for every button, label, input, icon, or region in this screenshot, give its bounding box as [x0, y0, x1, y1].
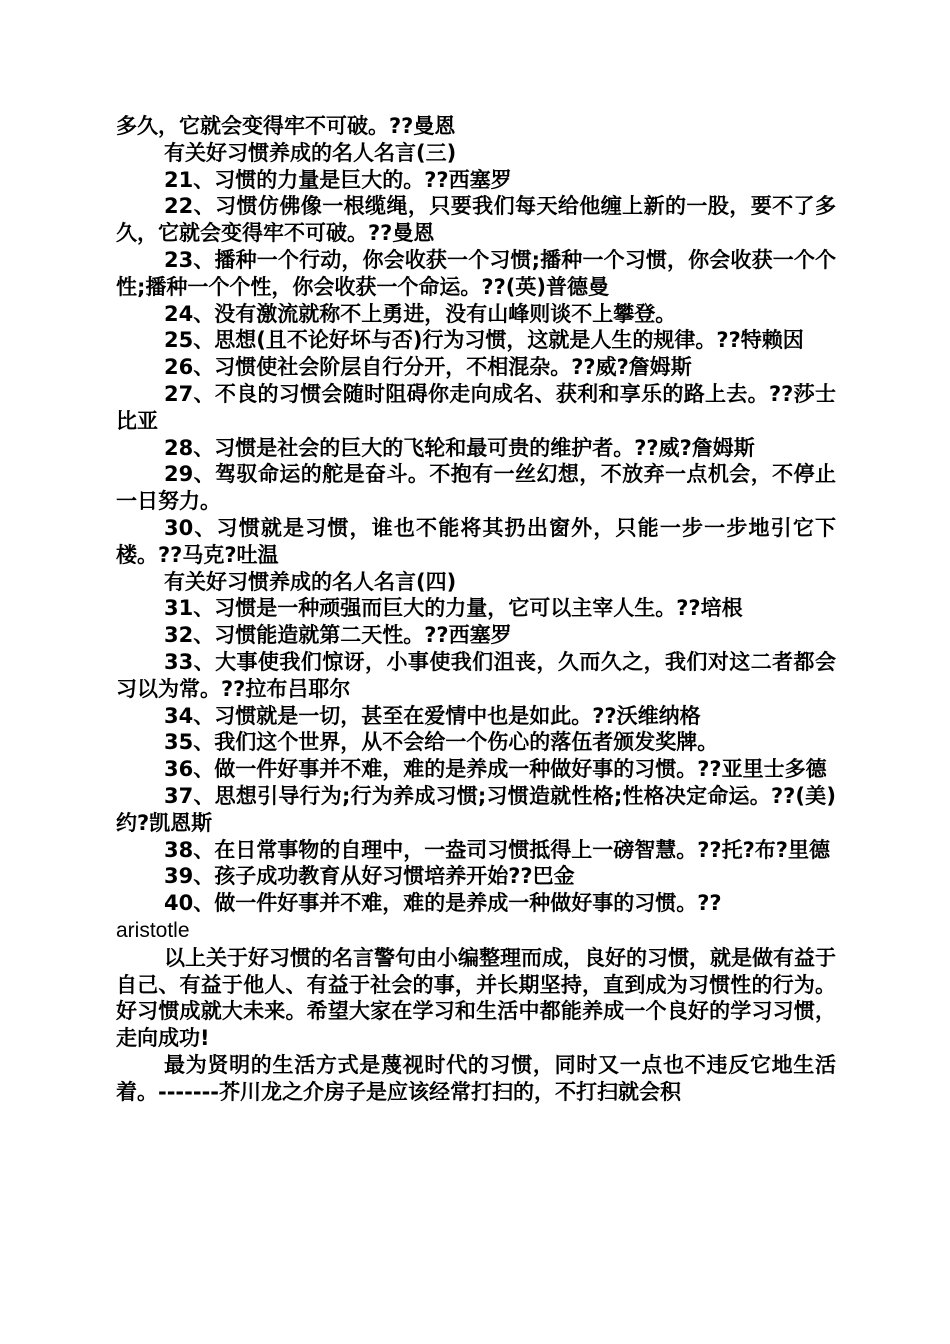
closing-paragraph: 最为贤明的生活方式是蔑视时代的习惯，同时又一点也不违反它地生活着。-------芥川龙之介房子是应该经常打扫的，不打扫就会积 — [116, 1052, 836, 1104]
quote-item: 29、驾驭命运的舵是奋斗。不抱有一丝幻想，不放弃一点机会，不停止一日努力。 — [116, 462, 836, 514]
quote-item: 23、播种一个行动，你会收获一个习惯;播种一个习惯，你会收获一个个性;播种一个个性，你会收获一个命运。??(英)普德曼 — [116, 247, 836, 299]
quote-item: 25、思想(且不论好坏与否)行为习惯，这就是人生的规律。??特赖因 — [164, 328, 804, 353]
section-heading: 有关好习惯养成的名人名言(四) — [164, 569, 457, 594]
quote-item: 31、习惯是一种顽强而巨大的力量，它可以主宰人生。??培根 — [164, 596, 743, 621]
summary-paragraph: 以上关于好习惯的名言警句由小编整理而成，良好的习惯，就是做有益于自己、有益于他人、有益于社会的事，并长期坚持，直到成为习惯性的行为。好习惯成就大未来。希望大家在学习和生活中都能养成一个良好的学习习惯，走向成功! — [116, 945, 836, 1051]
quote-item: 34、习惯就是一切，甚至在爱情中也是如此。??沃维纳格 — [164, 703, 701, 728]
section-heading: 有关好习惯养成的名人名言(三) — [164, 140, 457, 165]
quote-item: 35、我们这个世界，从不会给一个伤心的落伍者颁发奖牌。 — [164, 730, 719, 755]
quote-item: 28、习惯是社会的巨大的飞轮和最可贵的维护者。??威?詹姆斯 — [164, 435, 755, 460]
quote-item: 33、大事使我们惊讶，小事使我们沮丧，久而久之，我们对这二者都会习以为常。??拉布吕耶尔 — [116, 649, 836, 701]
document-body — [116, 113, 836, 1105]
quote-item: 22、习惯仿佛像一根缆绳，只要我们每天给他缠上新的一股，要不了多久，它就会变得牢不可破。??曼恩 — [116, 194, 836, 246]
quote-item: 38、在日常事物的自理中，一盎司习惯抵得上一磅智慧。??托?布?里德 — [164, 837, 830, 862]
quote-item: 37、思想引导行为;行为养成习惯;习惯造就性格;性格决定命运。??(美)约?凯恩斯 — [116, 783, 836, 835]
quote-item — [116, 890, 836, 945]
quote-item: 36、做一件好事并不难，难的是养成一种做好事的习惯。??亚里士多德 — [164, 757, 827, 782]
quote-author-latin: aristotle — [116, 918, 190, 942]
quote-item: 21、习惯的力量是巨大的。??西塞罗 — [164, 167, 512, 192]
quote-item: 32、习惯能造就第二天性。??西塞罗 — [164, 623, 512, 648]
quote-item: 27、不良的习惯会随时阻碍你走向成名、获利和享乐的路上去。??莎士比亚 — [116, 381, 836, 433]
quote-item: 30、习惯就是习惯，谁也不能将其扔出窗外，只能一步一步地引它下楼。??马克?吐温 — [116, 515, 836, 567]
quote-item: 24、没有激流就称不上勇进，没有山峰则谈不上攀登。 — [164, 301, 677, 326]
quote-item: 26、习惯使社会阶层自行分开，不相混杂。??威?詹姆斯 — [164, 355, 692, 380]
quote-item: 39、孩子成功教育从好习惯培养开始??巴金 — [164, 864, 575, 889]
quote-text: 40、做一件好事并不难，难的是养成一种做好事的习惯。?? — [164, 891, 722, 916]
paragraph: 多久，它就会变得牢不可破。??曼恩 — [116, 114, 456, 138]
